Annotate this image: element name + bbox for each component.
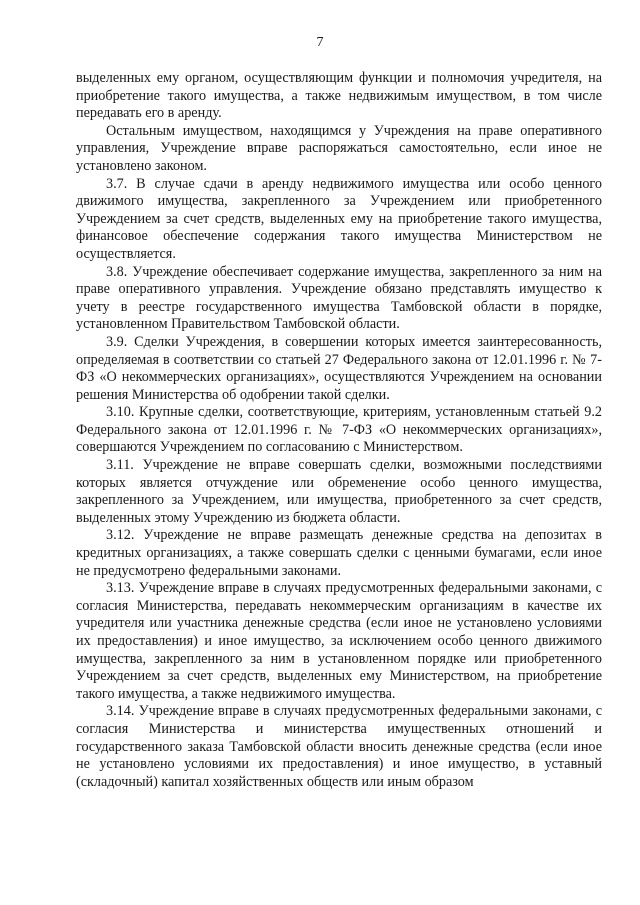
page-number: 7 [316, 35, 324, 50]
document-body [76, 70, 602, 791]
paragraph: 3.13. Учреждение вправе в случаях предусмотренных федеральными законами, с согласия Министерства, передавать некоммерческим организациям в качестве их учредителя или участника денежные средства (если иное не установлено условиями их предоставления) и иное имущество, за исключением особо ценного движимого имущества, закрепленного за ним в установленном порядке или приобретенного Учреждением за счет средств, выделенных ему Министерством, на приобретение такого имущества, а также недвижимого имущества. [76, 580, 602, 702]
paragraph: 3.11. Учреждение не вправе совершать сделки, возможными последствиями которых является отчуждение или обременение особо ценного имущества, закрепленного за Учреждением, или имущества, приобретенного за счет средств, выделенных этому Учреждению из бюджета области. [76, 457, 602, 526]
paragraph: 3.7. В случае сдачи в аренду недвижимого имущества или особо ценного движимого имущества, закрепленного за Учреждением или приобретенного Учреждением за счет средств, выделенных ему на приобретение такого имущества, финансовое обеспечение содержания такого имущества Министерством не осуществляется. [76, 175, 602, 262]
paragraph: выделенных ему органом, осуществляющим функции и полномочия учредителя, на приобретение такого имущества, а также недвижимым имуществом, в том числе передавать его в аренду. [76, 70, 602, 122]
paragraph: 3.10. Крупные сделки, соответствующие, критериям, установленным статьей 9.2 Федерального закона от 12.01.1996 г. № 7-ФЗ «О некоммерческих организациях», совершаются Учреждением по согласованию с Министерством. [76, 404, 602, 456]
paragraph: 3.8. Учреждение обеспечивает содержание имущества, закрепленного за ним на праве оперативного управления. Учреждение обязано представлять имущество к учету в реестре государственного имущества Тамбовской области в порядке, установленном Правительством Тамбовской области. [76, 263, 602, 333]
paragraph: 3.9. Сделки Учреждения, в совершении которых имеется заинтересованность, определяемая в соответствии со статьей 27 Федерального закона от 12.01.1996 г. № 7-ФЗ «О некоммерческих организациях», осуществляются Учреждением на основании решения Министерства об одобрении такой сделки. [76, 333, 602, 403]
paragraph: 3.14. Учреждение вправе в случаях предусмотренных федеральными законами, с согласия Министерства и министерства имущественных отношений и государственного заказа Тамбовской области вносить денежные средства (если иное не установлено условиями их предоставления) и иное имущество, в уставный (складочный) капитал хозяйственных обществ или иным образом [76, 703, 602, 790]
paragraph: 3.12. Учреждение не вправе размещать денежные средства на депозитах в кредитных организациях, а также совершать сделки с ценными бумагами, если иное не предусмотрено федеральными законами. [76, 527, 602, 579]
paragraph: Остальным имуществом, находящимся у Учреждения на праве оперативного управления, Учреждение вправе распоряжаться самостоятельно, если иное не установлено законом. [76, 122, 602, 174]
